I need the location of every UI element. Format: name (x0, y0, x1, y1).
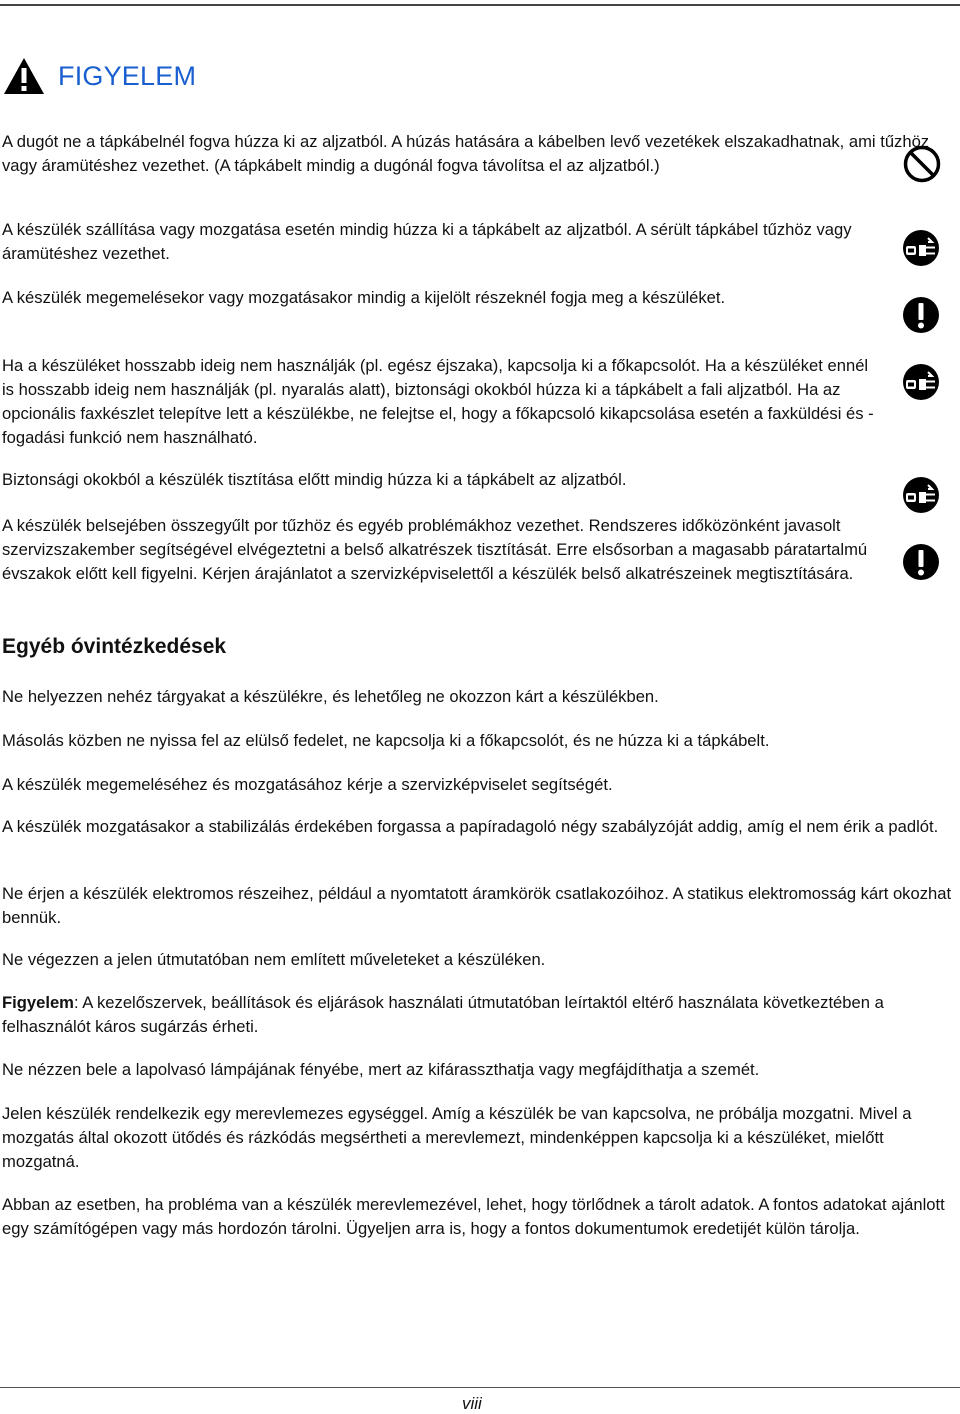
footer-rule (0, 1387, 960, 1388)
precaution-paragraph: Abban az esetben, ha probléma van a készülék merevlemezével, lehet, hogy törlődnek a tárolt adatok. A fontos adatokat ajánlott egy számítógépen vagy más hordozón tárolni. Ügyeljen arra is, hogy a fontos dokumentumok eredetijét külön tárolja. (2, 1195, 945, 1238)
note-text: : A kezelőszervek, beállítások és eljárások használati útmutatóban leírtaktól eltérő használata következtében a felhasználót káros sugárzás érheti. (2, 993, 884, 1036)
warning-paragraph: A dugót ne a tápkábelnél fogva húzza ki az aljzatból. A húzás hatására a kábelben levő vezetékek elszakadhatnak, ami tűzhöz vagy áramütéshez vezethet. (A tápkábelt mindig a dugónál fogva távolítsa el az aljzatból.) (2, 132, 930, 175)
section-heading: Egyéb óvintézkedések (2, 635, 227, 658)
warning-paragraph: Ha a készüléket hosszabb ideig nem használják (pl. egész éjszaka), kapcsolja ki a főkapcsolót. Ha a készüléket ennél is hosszabb ideig nem használják (pl. nyaralás alatt), biztonsági okokból húzza ki a tápkábelt a fali aljzatból. Ha az opcionális faxkészlet telepítve lett a készülékbe, ne felejtse el, hogy a főkapcsoló kikapcsolása esetén a faxküldési és -fogadási funkció nem használható. (2, 356, 874, 447)
precaution-paragraph: Ne végezzen a jelen útmutatóban nem említett műveleteket a készüléken. (2, 950, 546, 969)
note-label: Figyelem (2, 993, 74, 1012)
precaution-paragraph: Ne nézzen bele a lapolvasó lámpájának fényébe, mert az kifárasszthatja vagy megfájdíthatja a szemét. (2, 1060, 760, 1079)
precaution-paragraph: Másolás közben ne nyissa fel az elülső fedelet, ne kapcsolja ki a főkapcsolót, és ne húzza ki a tápkábelt. (2, 731, 770, 750)
unplug-icon (902, 229, 940, 267)
top-rule (0, 4, 960, 6)
warning-triangle-icon (2, 56, 46, 96)
note-paragraph (2, 991, 957, 1039)
precaution-paragraph: A készülék megemeléséhez és mozgatásához kérje a szervizképviselet segítségét. (2, 775, 613, 794)
precaution-paragraph: Ne érjen a készülék elektromos részeihez, például a nyomtatott áramkörök csatlakozóihoz. A statikus elektromosság kárt okozhat bennük. (2, 884, 952, 927)
precaution-paragraph: A készülék mozgatásakor a stabilizálás érdekében forgassa a papíradagoló négy szabályzóját addig, amíg el nem érik a padlót. (2, 817, 939, 836)
mandatory-icon (902, 543, 940, 581)
unplug-icon (902, 363, 940, 401)
precaution-paragraph: Jelen készülék rendelkezik egy merevlemezes egységgel. Amíg a készülék be van kapcsolva, ne próbálja mozgatni. Mivel a mozgatás által okozott ütődés és rázkódás megsértheti a merevlemezt, mindenképpen kapcsolja ki a készüléket, mielőtt mozgatná. (2, 1104, 912, 1171)
warning-paragraph: Biztonsági okokból a készülék tisztítása előtt mindig húzza ki a tápkábelt az aljzatból. (2, 470, 627, 489)
warning-header (2, 56, 196, 96)
page-number: viii (462, 1394, 482, 1413)
warning-paragraph: A készülék megemelésekor vagy mozgatásakor mindig a kijelölt részeknél fogja meg a készüléket. (2, 288, 726, 307)
warning-paragraph: A készülék belsejében összegyűlt por tűzhöz és egyéb problémákhoz vezethet. Rendszeres időközönként javasolt szervizszakember segítségével elvégeztetni a belső alkatrészek tisztítását. Erre elsősorban a magasabb páratartalmú évszakok előtt kell figyelni. Kérjen árajánlatot a szervizképviselettől a készülék belső alkatrészeinek megtisztítására. (2, 516, 868, 583)
warning-paragraph: A készülék szállítása vagy mozgatása esetén mindig húzza ki a tápkábelt az aljzatból. A sérült tápkábel tűzhöz vagy áramütéshez vezethet. (2, 220, 852, 263)
warning-title: FIGYELEM (58, 60, 197, 91)
precaution-paragraph: Ne helyezzen nehéz tárgyakat a készülékre, és lehetőleg ne okozzon kárt a készülékben. (2, 687, 659, 706)
prohibited-icon (903, 145, 941, 183)
mandatory-icon (902, 296, 940, 334)
unplug-icon (902, 476, 940, 514)
